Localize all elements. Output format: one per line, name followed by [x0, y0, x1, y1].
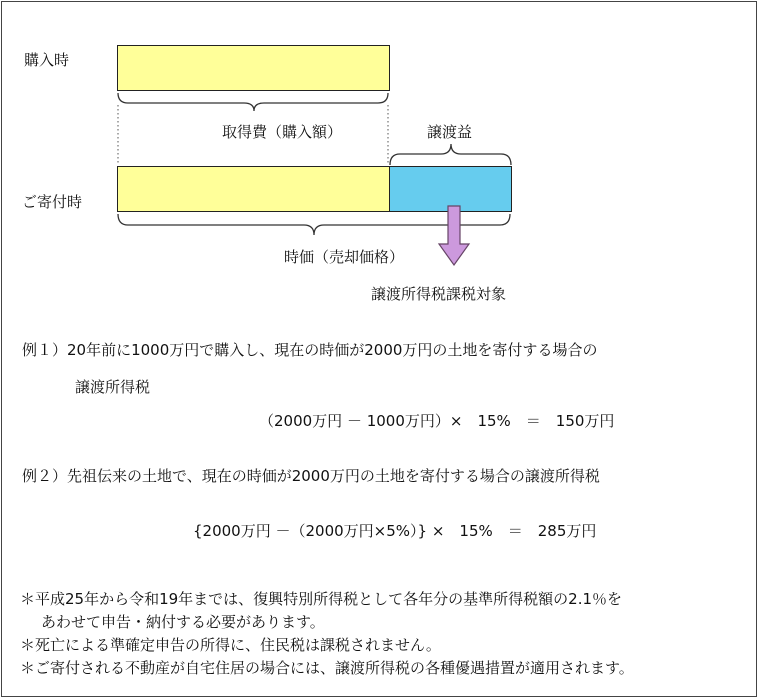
- down-arrow-icon: [439, 206, 469, 265]
- example1-line1: 例１）20年前に1000万円で購入し、現在の時価が2000万円の土地を寄付する場合の: [22, 341, 598, 359]
- label-purchase: 購入時: [24, 51, 70, 69]
- label-acquisition-cost: 取得費（購入額）: [222, 123, 343, 141]
- example1-line2: 譲渡所得税: [75, 378, 151, 396]
- label-capital-gain: 譲渡益: [427, 123, 473, 141]
- note1-line1: ＊平成25年から令和19年までは、復興特別所得税として各年分の基準所得税額の2.1％を: [20, 590, 623, 608]
- example2-formula: {2000万円 －（2000万円×5%）} × 15% ＝ 285万円: [193, 522, 597, 540]
- capital-gain-brace: [390, 144, 511, 165]
- label-donation: ご寄付時: [22, 193, 83, 211]
- note2: ＊死亡による準確定申告の所得に、住民税は課税されません。: [20, 636, 441, 654]
- acquisition-cost-brace: [118, 93, 388, 111]
- example1-formula: （2000万円 － 1000万円）× 15% ＝ 150万円: [259, 412, 615, 430]
- note3: ＊ご寄付される不動産が自宅住居の場合には、譲渡所得税の各種優遇措置が適用されます。: [20, 659, 634, 677]
- label-market-price: 時価（売却価格）: [284, 248, 405, 266]
- example2-line1: 例２）先祖伝来の土地で、現在の時価が2000万円の土地を寄付する場合の譲渡所得税: [22, 467, 600, 485]
- note1-line2: あわせて申告・納付する必要があります。: [41, 613, 325, 631]
- label-taxable: 譲渡所得税課税対象: [371, 285, 507, 303]
